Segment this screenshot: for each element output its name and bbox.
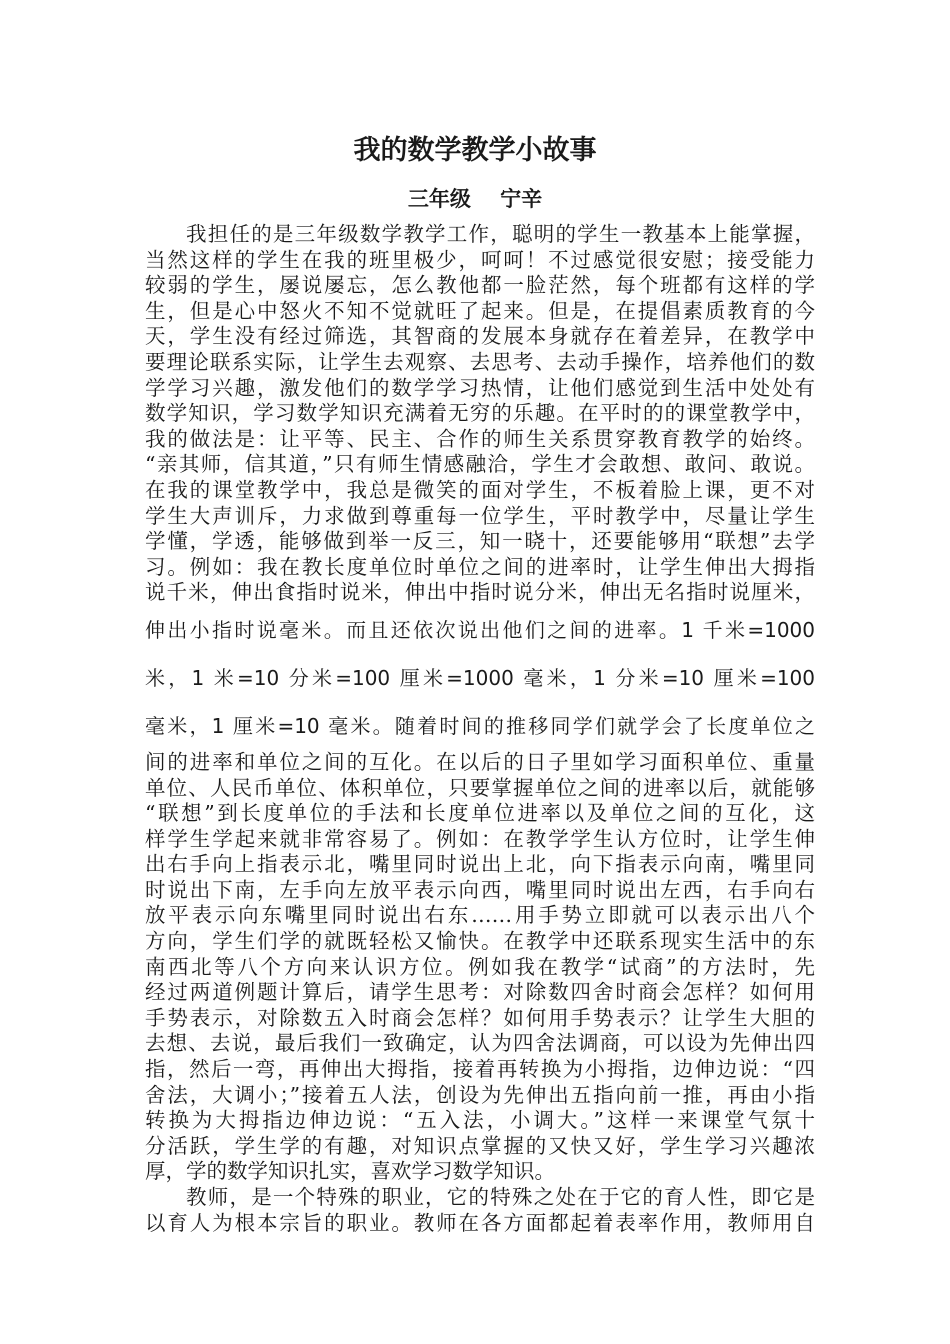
text-line: “亲其师，信其道，”只有师生情感融洽，学生才会敢想、敢问、敢说。	[145, 452, 815, 477]
text-line: 单位、人民币单位、体积单位，只要掌握单位之间的进率以后，就能够	[145, 775, 815, 800]
text-line: 我担任的是三年级数学教学工作，聪明的学生一教基本上能掌握，	[186, 222, 815, 246]
text-line: 习。例如：我在教长度单位时单位之间的进率时，让学生伸出大拇指	[145, 554, 815, 579]
text-line: 以育人为根本宗旨的职业。教师在各方面都起着表率作用，教师用自	[145, 1210, 815, 1235]
text-line: 厚，学的数学知识扎实，喜欢学习数学知识。	[145, 1159, 555, 1184]
text-line: 样学生学起来就非常容易了。例如：在教学学生认方位时，让学生伸	[145, 826, 815, 851]
text-line: 经过两道例题计算后，请学生思考：对除数四舍时商会怎样？如何用	[145, 980, 815, 1005]
text-line: 米，1 米=10 分米=100 厘米=1000 毫米，1 分米=10 厘米=100	[145, 665, 815, 690]
text-line: 较弱的学生，屡说屡忘，怎么教他都一脸茫然，每个班都有这样的学	[145, 273, 815, 298]
text-line: 数学知识，学习数学知识充满着无穷的乐趣。在平时的的课堂教学中，	[145, 401, 815, 426]
text-line: 学学习兴趣，激发他们的数学学习热情，让他们感觉到生活中处处有	[145, 375, 815, 400]
text-line: 学生大声训斥，力求做到尊重每一位学生，平时教学中，尽量让学生	[145, 503, 815, 528]
paragraph-2	[145, 1185, 815, 1236]
text-line: 时说出下南，左手向左放平表示向西，嘴里同时说出左西，右手向右	[145, 877, 815, 902]
text-line: 分活跃，学生学的有趣，对知识点掌握的又快又好，学生学习兴趣浓	[145, 1133, 815, 1158]
text-line: 放平表示向东嘴里同时说出右东……用手势立即就可以表示出八个	[145, 903, 815, 928]
text-line: 当然这样的学生在我的班里极少，呵呵！不过感觉很安慰；接受能力	[145, 247, 815, 272]
text-line: 指，然后一弯，再伸出大拇指，接着再转换为小拇指，边伸边说：“四	[145, 1057, 815, 1082]
paragraph-1-part-1	[145, 222, 815, 606]
text-line: 毫米，1 厘米=10 毫米。随着时间的推移同学们就学会了长度单位之	[145, 713, 815, 738]
text-line: 转换为大拇指边伸边说：“五入法，小调大。”这样一来课堂气氛十	[145, 1108, 815, 1133]
text-line: “联想”到长度单位的手法和长度单位进率以及单位之间的互化，这	[145, 801, 815, 826]
document-body	[145, 222, 815, 1236]
text-line: 出右手向上指表示北，嘴里同时说出上北，向下指表示向南，嘴里同	[145, 852, 815, 877]
text-line: 我的做法是：让平等、民主、合作的师生关系贯穿教育教学的始终。	[145, 426, 815, 451]
document-subtitle: 三年级 宁辛	[407, 187, 543, 211]
text-line: 方向，学生们学的就既轻松又愉快。在教学中还联系现实生活中的东	[145, 929, 815, 954]
text-line: 生，但是心中怒火不知不觉就旺了起来。但是，在提倡素质教育的今	[145, 298, 815, 323]
text-line: 说千米，伸出食指时说米，伸出中指时说分米，伸出无名指时说厘米，	[145, 580, 815, 605]
text-line: 间的进率和单位之间的互化。在以后的日子里如学习面积单位、重量	[145, 749, 815, 774]
text-line: 在我的课堂教学中，我总是微笑的面对学生，不板着脸上课，更不对	[145, 477, 815, 502]
text-line: 要理论联系实际，让学生去观察、去思考、去动手操作，培养他们的数	[145, 349, 815, 374]
text-line: 南西北等八个方向来认识方位。例如我在教学“试商”的方法时，先	[145, 954, 815, 979]
text-line: 天，学生没有经过筛选，其智商的发展本身就存在着差异，在教学中	[145, 324, 815, 349]
paragraph-1-part-2	[145, 750, 815, 1185]
text-line: 舍法，大调小；”接着五人法，创设为先伸出五指向前一推，再由小指	[145, 1082, 815, 1107]
text-line: 伸出小指时说毫米。而且还依次说出他们之间的进率。1 千米=1000	[145, 617, 815, 642]
paragraph-1-unit-conversions	[145, 606, 815, 750]
document-title: 我的数学教学小故事	[353, 135, 597, 166]
text-line: 去想、去说，最后我们一致确定，认为四舍法调商，可以设为先伸出四	[145, 1031, 815, 1056]
text-line: 学懂，学透，能够做到举一反三，知一晓十，还要能够用“联想”去学	[145, 529, 815, 554]
text-line: 教师，是一个特殊的职业，它的特殊之处在于它的育人性，即它是	[186, 1185, 815, 1209]
text-line: 手势表示，对除数五入时商会怎样？如何用手势表示？让学生大胆的	[145, 1005, 815, 1030]
